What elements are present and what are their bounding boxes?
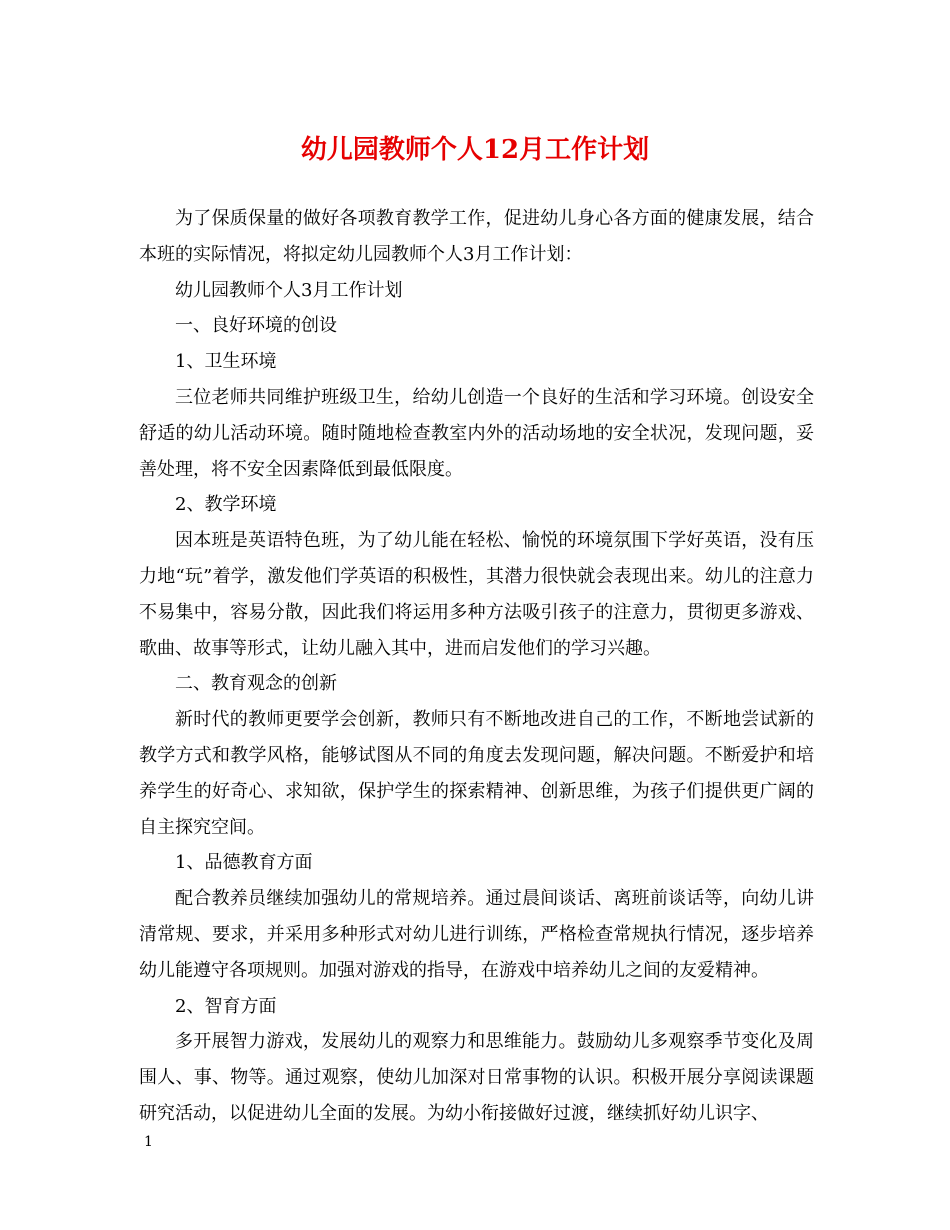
document-body [139,201,814,1132]
heading-environment: 一、良好环境的创设 [175,315,337,337]
subheading-moral-education: 1、品德教育方面 [175,852,313,874]
paragraph-innovation: 新时代的教师更要学会创新，教师只有不断地改进自己的工作，不断地尝试新的教学方式和教学风格，能够试图从不同的角度去发现问题，解决问题。不断爱护和培养学生的好奇心、求知欲，保护学生的探索精神、创新思维，为孩子们提供更广阔的自主探究空间。 [139,709,814,838]
subheading-intellectual-education: 2、智育方面 [175,995,277,1017]
paragraph-intellectual-education: 多开展智力游戏，发展幼儿的观察力和思维能力。鼓励幼儿多观察季节变化及周围人、事、物等。通过观察，使幼儿加深对日常事物的认识。积极开展分享阅读课题研究活动，以促进幼儿全面的发展。为幼小衔接做好过渡，继续抓好幼儿识字、 [139,1031,814,1124]
subheading-hygiene: 1、卫生环境 [175,351,277,373]
paragraph-hygiene: 三位老师共同维护班级卫生，给幼儿创造一个良好的生活和学习环境。创设安全舒适的幼儿活动环境。随时随地检查教室内外的活动场地的安全状况，发现问题，妥善处理，将不安全因素降低到最低限度。 [139,386,814,480]
paragraph-teaching-environment: 因本班是英语特色班，为了幼儿能在轻松、愉悦的环境氛围下学好英语，没有压力地“玩”着学，激发他们学英语的积极性，其潜力很快就会表现出来。幼儿的注意力不易集中，容易分散，因此我们将运用多种方法吸引孩子的注意力，贯彻更多游戏、歌曲、故事等形式，让幼儿融入其中，进而启发他们的学习兴趣。 [139,530,814,659]
paragraph-moral-education: 配合教养员继续加强幼儿的常规培养。通过晨间谈话、离班前谈话等，向幼儿讲清常规、要求，并采用多种形式对幼儿进行训练，严格检查常规执行情况，逐步培养幼儿能遵守各项规则。加强对游戏的指导，在游戏中培养幼儿之间的友爱精神。 [139,888,814,981]
paragraph-intro: 为了保质保量的做好各项教育教学工作，促进幼儿身心各方面的健康发展，结合本班的实际情况，将拟定幼儿园教师个人3月工作计划： [139,208,814,265]
page-number: 1 [144,1134,153,1150]
document-title: 幼儿园教师个人12月工作计划 [300,135,650,165]
heading-innovation: 二、教育观念的创新 [175,673,337,695]
paragraph-subtitle: 幼儿园教师个人3月工作计划 [175,279,403,301]
subheading-teaching-environment: 2、教学环境 [175,494,277,516]
